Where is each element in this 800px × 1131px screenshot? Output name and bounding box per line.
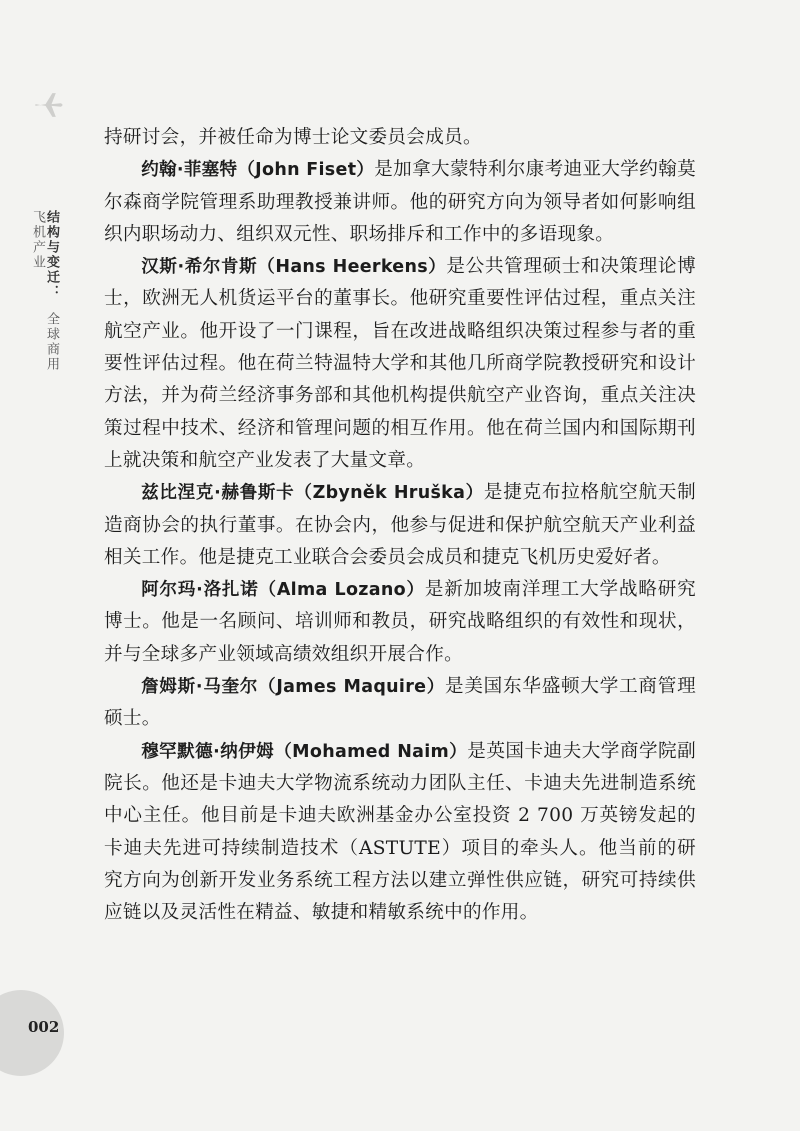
paragraph-text: 是加拿大蒙特利尔康考迪亚大学约翰莫尔森商学院管理系助理教授兼讲师。他的研究方向为领导者如何影响组织内职场动力、组织双元性、职场排斥和工作中的多语现象。 bbox=[104, 159, 696, 245]
bio-paragraph bbox=[104, 477, 696, 574]
paragraph-text: 是捷克布拉格航空航天制造商协会的执行董事。在协会内，他参与促进和保护航空航天产业利益相关工作。他是捷克工业联合会委员会成员和捷克飞机历史爱好者。 bbox=[104, 482, 696, 568]
person-name: 约翰·菲塞特（John Fiset） bbox=[141, 160, 375, 181]
bio-paragraph bbox=[104, 671, 696, 736]
bio-paragraph bbox=[104, 251, 696, 477]
person-name: 兹比涅克·赫鲁斯卡（Zbyněk Hruška） bbox=[141, 483, 484, 504]
book-title-vertical bbox=[30, 210, 59, 380]
paragraph-text: 是英国卡迪夫大学商学院副院长。他还是卡迪夫大学物流系统动力团队主任、卡迪夫先进制造系统中心主任。他目前是卡迪夫欧洲基金办公室投资 2 700 万英镑发起的卡迪夫先进可持续制造技术（ASTUTE）项目的牵头人。他当前的研究方向为创新开发业务系统工程方法以建立弹性供应链，研究可持续供应链以及灵活性在精益、敏捷和精敏系统中的作用。 bbox=[104, 740, 696, 924]
paragraph-text: 持研讨会，并被任命为博士论文委员会成员。 bbox=[104, 127, 482, 148]
page-number: 002 bbox=[28, 1018, 60, 1036]
book-title-sub: 全球商用飞机产业 bbox=[30, 210, 59, 373]
paragraph-text: 是美国东华盛顿大学工商管理硕士。 bbox=[104, 676, 696, 730]
running-header bbox=[18, 80, 78, 380]
body-text bbox=[104, 122, 696, 929]
paragraph-text: 是新加坡南洋理工大学战略研究博士。他是一名顾问、培训师和教员，研究战略组织的有效性和现状，并与全球多产业领域高绩效组织开展合作。 bbox=[104, 579, 696, 665]
person-name: 阿尔玛·洛扎诺（Alma Lozano） bbox=[141, 580, 425, 601]
bio-paragraph bbox=[104, 574, 696, 671]
person-name: 汉斯·希尔肯斯（Hans Heerkens） bbox=[141, 257, 447, 278]
person-name: 穆罕默德·纳伊姆（Mohamed Naim） bbox=[141, 741, 468, 762]
person-name: 詹姆斯·马奎尔（James Maquire） bbox=[141, 677, 445, 698]
paragraph-text: 是公共管理硕士和决策理论博士，欧洲无人机货运平台的董事长。他研究重要性评估过程，重点关注航空产业。他开设了一门课程，旨在改进战略组织决策过程参与者的重要性评估过程。他在荷兰特温特大学和其他几所商学院教授研究和设计方法，并为荷兰经济事务部和其他机构提供航空产业咨询，重点关注决策过程中技术、经济和管理问题的相互作用。他在荷兰国内和国际期刊上就决策和航空产业发表了大量文章。 bbox=[104, 256, 696, 471]
paragraph-continuation bbox=[104, 122, 696, 154]
bio-paragraph bbox=[104, 736, 696, 930]
book-title-main: 结构与变迁： bbox=[44, 210, 59, 300]
bio-paragraph bbox=[104, 154, 696, 251]
airplane-icon bbox=[32, 88, 66, 122]
